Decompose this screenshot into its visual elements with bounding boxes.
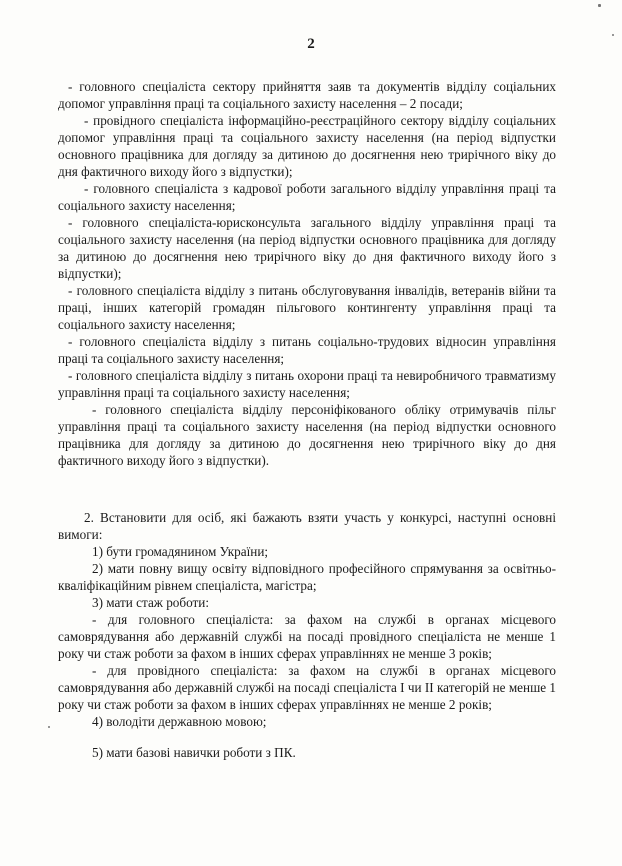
section-gap: [58, 469, 556, 509]
position-item: - головного спеціаліста з кадрової роботи загального відділу управління праці та соціального захисту населення;: [58, 181, 556, 213]
requirement-item: 5) мати базові навички роботи з ПК.: [92, 745, 296, 760]
scan-speck: [598, 4, 601, 7]
requirement-item: 3) мати стаж роботи:: [92, 595, 210, 610]
requirement-subitem: - для головного спеціаліста: за фахом на службі в органах місцевого самоврядування або державній службі на посаді провідного спеціаліста не менше 1 року чи стаж роботи за фахом в інших сферах управліннях не менше 3 років;: [58, 612, 556, 661]
requirement-item: 2) мати повну вищу освіту відповідного професійного спрямування за освітньо-кваліфікаційним рівнем спеціаліста, магістра;: [58, 561, 556, 593]
scan-speck: [48, 726, 50, 728]
position-item: - провідного спеціаліста інформаційно-реєстраційного сектору відділу соціальних допомог управління праці та соціального захисту населення (на період відпустки основного працівника для догляду за дитиною до досягнення нею трирічного віку до дня фактичного виходу його з відпустки);: [58, 113, 556, 179]
scan-speck: [612, 34, 614, 36]
page-number: 2: [307, 36, 315, 52]
position-item: - головного спеціаліста відділу з питань соціально-трудових відносин управління праці та соціального захисту населення;: [58, 334, 556, 366]
position-item: - головного спеціаліста відділу з питань обслуговування інвалідів, ветеранів війни та праці, інших категорій громадян пільгового контингенту управління праці та соціального захисту населення;: [58, 283, 556, 332]
position-item: - головного спеціаліста відділу персоніфікованого обліку отримувачів пільг управління праці та соціального захисту населення (на період відпустки основного працівника для догляду за дитиною до досягнення нею трирічного віку до дня фактичного виходу його з відпустки).: [58, 402, 556, 468]
position-item: - головного спеціаліста сектору прийняття заяв та документів відділу соціальних допомог управління праці та соціального захисту населення – 2 посади;: [58, 79, 556, 111]
position-item: - головного спеціаліста відділу з питань охорони праці та невиробничого травматизму управління праці та соціального захисту населення;: [58, 368, 556, 400]
position-item: - головного спеціаліста-юрисконсульта загального відділу управління праці та соціального захисту населення (на період відпустки основного працівника для догляду за дитиною до досягнення нею трирічного віку до дня фактичного виходу його з відпустки);: [58, 215, 556, 281]
document-body: [58, 78, 556, 761]
requirement-item: 4) володіти державною мовою;: [92, 714, 267, 729]
requirements-intro: 2. Встановити для осіб, які бажають взяти участь у конкурсі, наступні основні вимоги:: [58, 510, 556, 542]
requirement-subitem: - для провідного спеціаліста: за фахом на службі в органах місцевого самоврядування або державній службі на посаді спеціаліста І чи ІІ категорій не менше 1 року чи стаж роботи за фахом в інших сферах управліннях не менше 2 років;: [58, 663, 556, 712]
requirement-item: 1) бути громадянином України;: [92, 544, 269, 559]
item-gap: [58, 730, 556, 744]
